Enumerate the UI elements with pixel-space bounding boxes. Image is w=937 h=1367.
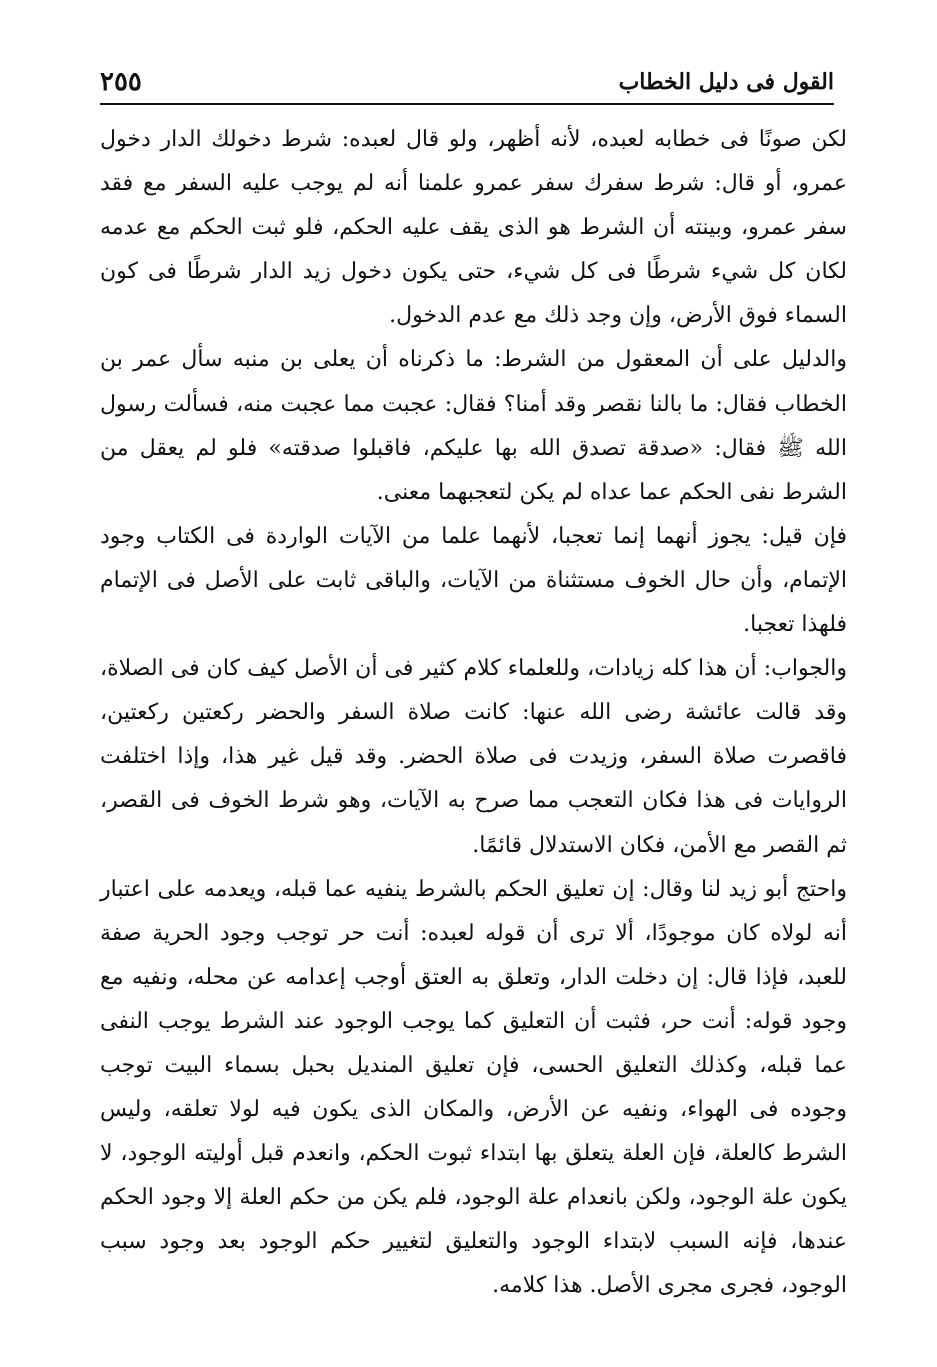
paragraph: والدليل على أن المعقول من الشرط: ما ذكرناه أن يعلى بن منبه سأل عمر بن الخطاب فقال: ما بالنا نقصر وقد أمنا؟ فقال: عجبت مما عجبت منه، فسألت رسول الله ﷺ فقال: «صدقة تصدق الله بها عليكم، فاقبلوا صدقته» فلو لم يعقل من الشرط نفى الحكم عما عداه لم يكن لتعجبهما معنى. [100, 347, 848, 505]
paragraph: فإن قيل: يجوز أنهما إنما تعجبا، لأنهما علما من الآيات الواردة فى الكتاب وجود الإتمام، وأن حال الخوف مستثناة من الآيات، والباقى ثابت على الأصل فى الإتمام فلهذا تعجبا. [100, 523, 847, 638]
body-text [100, 118, 847, 1309]
page-number: ٢٥٥ [100, 67, 142, 97]
paragraph: واحتج أبو زيد لنا وقال: إن تعليق الحكم بالشرط ينفيه عما قبله، ويعدمه على اعتبار أنه لولاه كان موجودًا، ألا ترى أن قوله لعبده: أنت حر توجب وجود الحرية صفة للعبد، فإذا قال: إن دخلت الدار، وتعلق به العتق أوجب إعدامه عن محله، ونفيه مع وجود قوله: أنت حر، فثبت أن التعليق كما يوجب الوجود عند الشرط يوجب النفى عما قبله، وكذلك التعليق الحسى، فإن تعليق المنديل بحبل بسماء البيت توجب وجوده فى الهواء، ونفيه عن الأرض، والمكان الذى يكون فيه لولا تعلقه، وليس الشرط كالعلة، فإن العلة يتعلق بها ابتداء ثبوت الحكم، وانعدم قبل أوليته الوجود، لا يكون علة الوجود، ولكن بانعدام علة الوجود، فلم يكن من حكم العلة إلا وجود الحكم عندها، فإنه السبب لابتداء الوجود والتعليق لتغيير حكم الوجود بعد وجود سبب الوجود، فجرى مجرى الأصل. هذا كلامه. [100, 876, 848, 1299]
paragraph: والجواب: أن هذا كله زيادات، وللعلماء كلام كثير فى أن الأصل كيف كان فى الصلاة، وقد قالت عائشة رضى الله عنها: كانت صلاة السفر والحضر ركعتين ركعتين، فاقصرت صلاة السفر، وزيدت فى صلاة الحضر. وقد قيل غير هذا، وإذا اختلفت الروايات فى هذا فكان التعجب مما صرح به الآيات، وهو شرط الخوف فى القصر، ثم القصر مع الأمن، فكان الاستدلال قائمًا. [100, 656, 847, 858]
header-rule [100, 103, 834, 105]
paragraph: لكن صونًا فى خطابه لعبده، لأنه أظهر، ولو قال لعبده: شرط دخولك الدار دخول عمرو، أو قال: شرط سفرك سفر عمرو علمنا أنه لم يوجب عليه السفر مع فقد سفر عمرو، وبينته أن الشرط هو الذى يقف عليه الحكم، فلو ثبت الحكم مع عدمه لكان كل شيء شرطًا فى كل شيء، حتى يكون دخول زيد الدار شرطًا فى كون السماء فوق الأرض، وإن وجد ذلك مع عدم الدخول. [100, 127, 847, 329]
running-title: القول فى دليل الخطاب [618, 69, 834, 95]
page-header [100, 62, 834, 102]
